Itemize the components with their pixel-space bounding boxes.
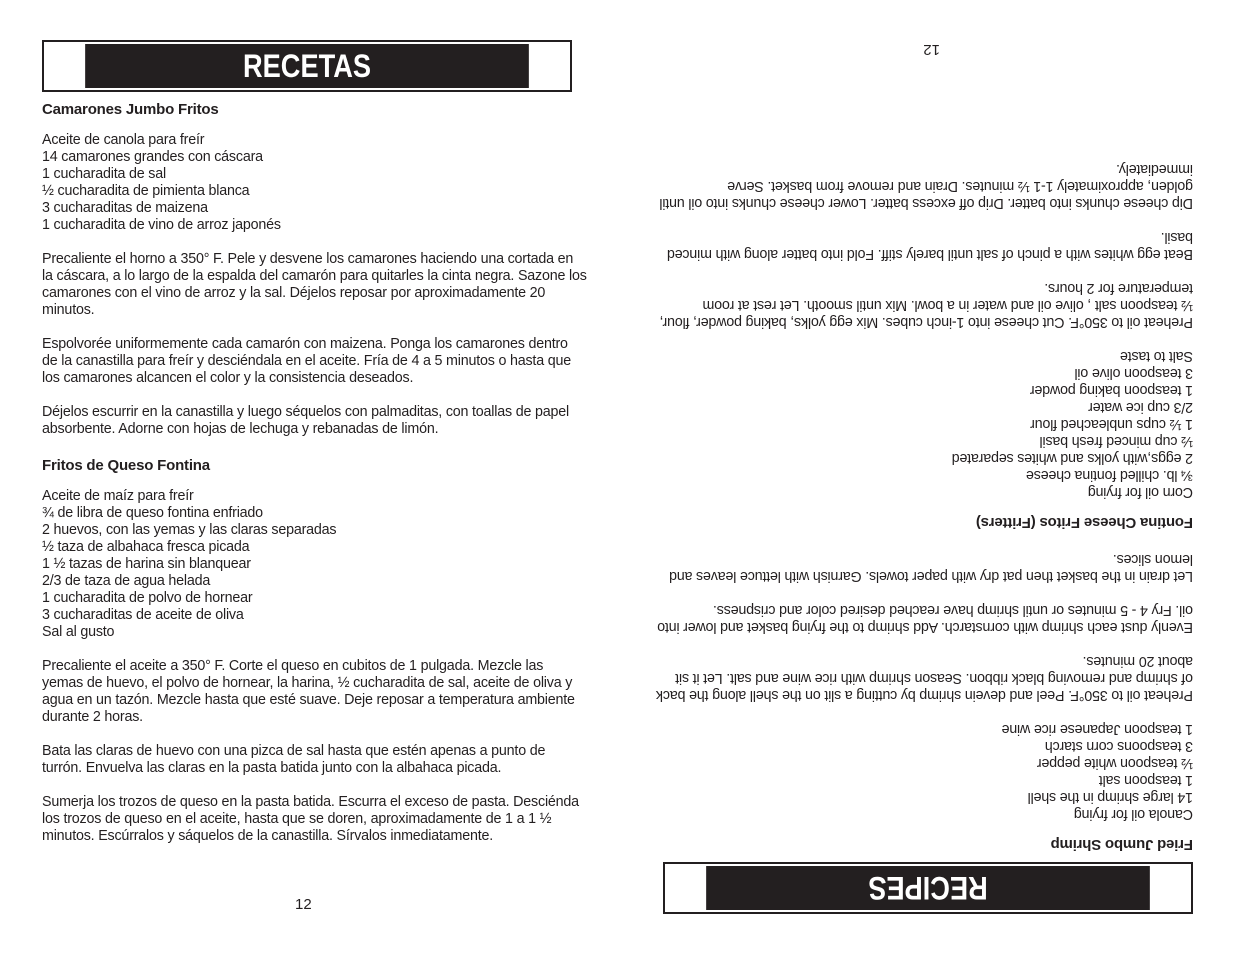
recipe-title: Fried Jumbo Shrimp (1050, 836, 1193, 853)
ingredient-item: 1 teaspoon baking powder (1030, 382, 1193, 398)
instruction-paragraph: Evenly dust each shrimp with cornstarch. Add shrimp to the frying basket and lower into oil. Fry 4 - 5 minutes or until shrimp have reached desired color and crispness. (657, 602, 1193, 635)
ingredient-item: Corn oil for frying (1087, 484, 1193, 500)
ingredient-item: 1 teaspoon Japanese rice wine (1001, 721, 1193, 737)
ingredient-list (648, 720, 1193, 822)
instruction-paragraph: Preheat oil to 350°F. Cut cheese into 1-inch cubes. Mix egg yolks, baking powder, flour, ½ teaspoon salt , olive oil and water in a bowl. Mix until smooth. Let rest at room temperature for 2 hours. (659, 280, 1193, 330)
instruction-paragraph: Espolvorée uniformemente cada camarón con maizena. Ponga los camarones dentro de la canastilla para freír y desciéndala en el aceite. Fría de 4 a 5 minutos o hasta que los camarones alcancen el color y la consistencia deseados. (42, 336, 571, 386)
ingredient-item: 1 ½ cups unbleached flour (1030, 416, 1193, 432)
ingredient-item: 3 cucharaditas de maizena (42, 200, 208, 216)
ingredient-list (42, 488, 587, 641)
ingredient-item: 1 cucharadita de vino de arroz japonés (42, 217, 281, 233)
ingredient-item: Salt to taste (1120, 348, 1193, 364)
instruction-paragraph: Dip cheese chunks into batter. Drip off excess batter. Lower cheese chunks into oil until golden, approximately 1-1 ½ minutes. Drain and remove from basket. Serve immediately. (659, 161, 1193, 211)
recipe-content (42, 100, 587, 862)
ingredient-item: 3 teaspoons corn starch (1045, 738, 1193, 754)
page-banner (42, 40, 572, 92)
ingredient-item: 2/3 de taza de agua helada (42, 573, 211, 589)
ingredient-item: 1 teaspoon salt (1099, 772, 1193, 788)
page-number: 12 (295, 896, 312, 913)
instruction-paragraph: Preheat oil to 350°F. Peel and devein shrimp by cutting a slit on the shell along the back of shrimp and removing black ribbon. Season shrimp with rice wine and salt. Let it sit about 20 minutes. (656, 653, 1193, 703)
ingredient-item: 1 cucharadita de polvo de hornear (42, 590, 253, 606)
ingredient-list (648, 347, 1193, 500)
ingredient-item: 3 cucharaditas de aceite de oliva (42, 607, 244, 623)
recipe (648, 160, 1193, 532)
ingredient-item: ½ cup minced fresh basil (1039, 433, 1193, 449)
ingredient-item: 14 large shrimp in the shell (1027, 789, 1193, 805)
instruction-paragraph: Precaliente el aceite a 350° F. Corte el queso en cubitos de 1 pulgada. Mezcle las yemas de huevo, el polvo de hornear, la harina, ½ cucharadita de sal, aceite de oliva y agua en un tazón. Mezcle hasta que esté suave. Deje reposar a temperatura ambiente durante 2 horas. (42, 658, 575, 725)
instruction-paragraph: Déjelos escurrir en la canastilla y luego séquelos con palmaditas, con toallas de papel absorbente. Adorne con hojas de lechuga y rebanadas de limón. (42, 404, 569, 437)
instruction-paragraph: Beat egg whites with a pinch of salt until barely stiff. Fold into batter along with minced basil. (667, 229, 1193, 262)
ingredient-item: ½ taza de albahaca fresca picada (42, 539, 250, 555)
ingredient-item: ¾ de libra de queso fontina enfriado (42, 505, 263, 521)
instruction-paragraph: Precaliente el horno a 350° F. Pele y desvene los camarones haciendo una cortada en la cáscara, a lo largo de la espalda del camarón para quitarles la cinta negra. Sazone los camarones con el vino de arroz y la sal. Déjelos reposar por aproximadamente 20 minutos. (42, 251, 587, 318)
ingredient-item: ½ teaspoon white pepper (1037, 755, 1193, 771)
ingredient-item: 1 cucharadita de sal (42, 166, 166, 182)
page-banner (663, 862, 1193, 914)
ingredient-item: ¾ lb. chilled fontina cheese (1026, 467, 1193, 483)
ingredient-list (42, 132, 587, 234)
banner-title: RECIPES (868, 870, 988, 907)
left-page (30, 0, 590, 954)
instruction-paragraph: Sumerja los trozos de queso en la pasta batida. Escurra el exceso de pasta. Desciénda los trozos de queso en el aceite, hasta que se doren, aproximadamente de 1 a 1 ½ minutos. Escúrralos y sáquelos de la canastilla. Sírvalos inmediatamente. (42, 794, 579, 844)
page-number: 12 (923, 41, 940, 58)
ingredient-item: 2/3 cup ice water (1088, 399, 1193, 415)
instruction-paragraph: Let drain in the basket then pat dry with paper towels. Garnish with lettuce leaves and lemon slices. (669, 551, 1193, 584)
ingredient-item: Aceite de canola para freír (42, 132, 205, 148)
recipe (648, 550, 1193, 854)
ingredient-item: 3 teaspoon olive oil (1074, 365, 1193, 381)
ingredient-item: Canola oil for frying (1074, 806, 1193, 822)
recipe (42, 100, 587, 438)
right-page (645, 0, 1205, 954)
ingredient-item: 1 ½ tazas de harina sin blanquear (42, 556, 251, 572)
recipe (42, 456, 587, 845)
recipe-content (648, 143, 1193, 854)
ingredient-item: 14 camarones grandes con cáscara (42, 149, 263, 165)
ingredient-item: Aceite de maíz para freír (42, 488, 194, 504)
ingredient-item: ½ cucharadita de pimienta blanca (42, 183, 250, 199)
recipe-title: Camarones Jumbo Fritos (42, 101, 219, 118)
recipe-title: Fritos de Queso Fontina (42, 457, 210, 474)
ingredient-item: Sal al gusto (42, 624, 115, 640)
recipe-title: Fontina Cheese Fritos (Fritters) (976, 514, 1193, 531)
instruction-paragraph: Bata las claras de huevo con una pizca de sal hasta que estén apenas a punto de turrón. Envuelva las claras en la pasta batida junto con la albahaca picada. (42, 743, 546, 776)
ingredient-item: 2 eggs,with yolks and whites separated (951, 450, 1193, 466)
banner-title: RECETAS (243, 47, 371, 84)
ingredient-item: 2 huevos, con las yemas y las claras separadas (42, 522, 337, 538)
